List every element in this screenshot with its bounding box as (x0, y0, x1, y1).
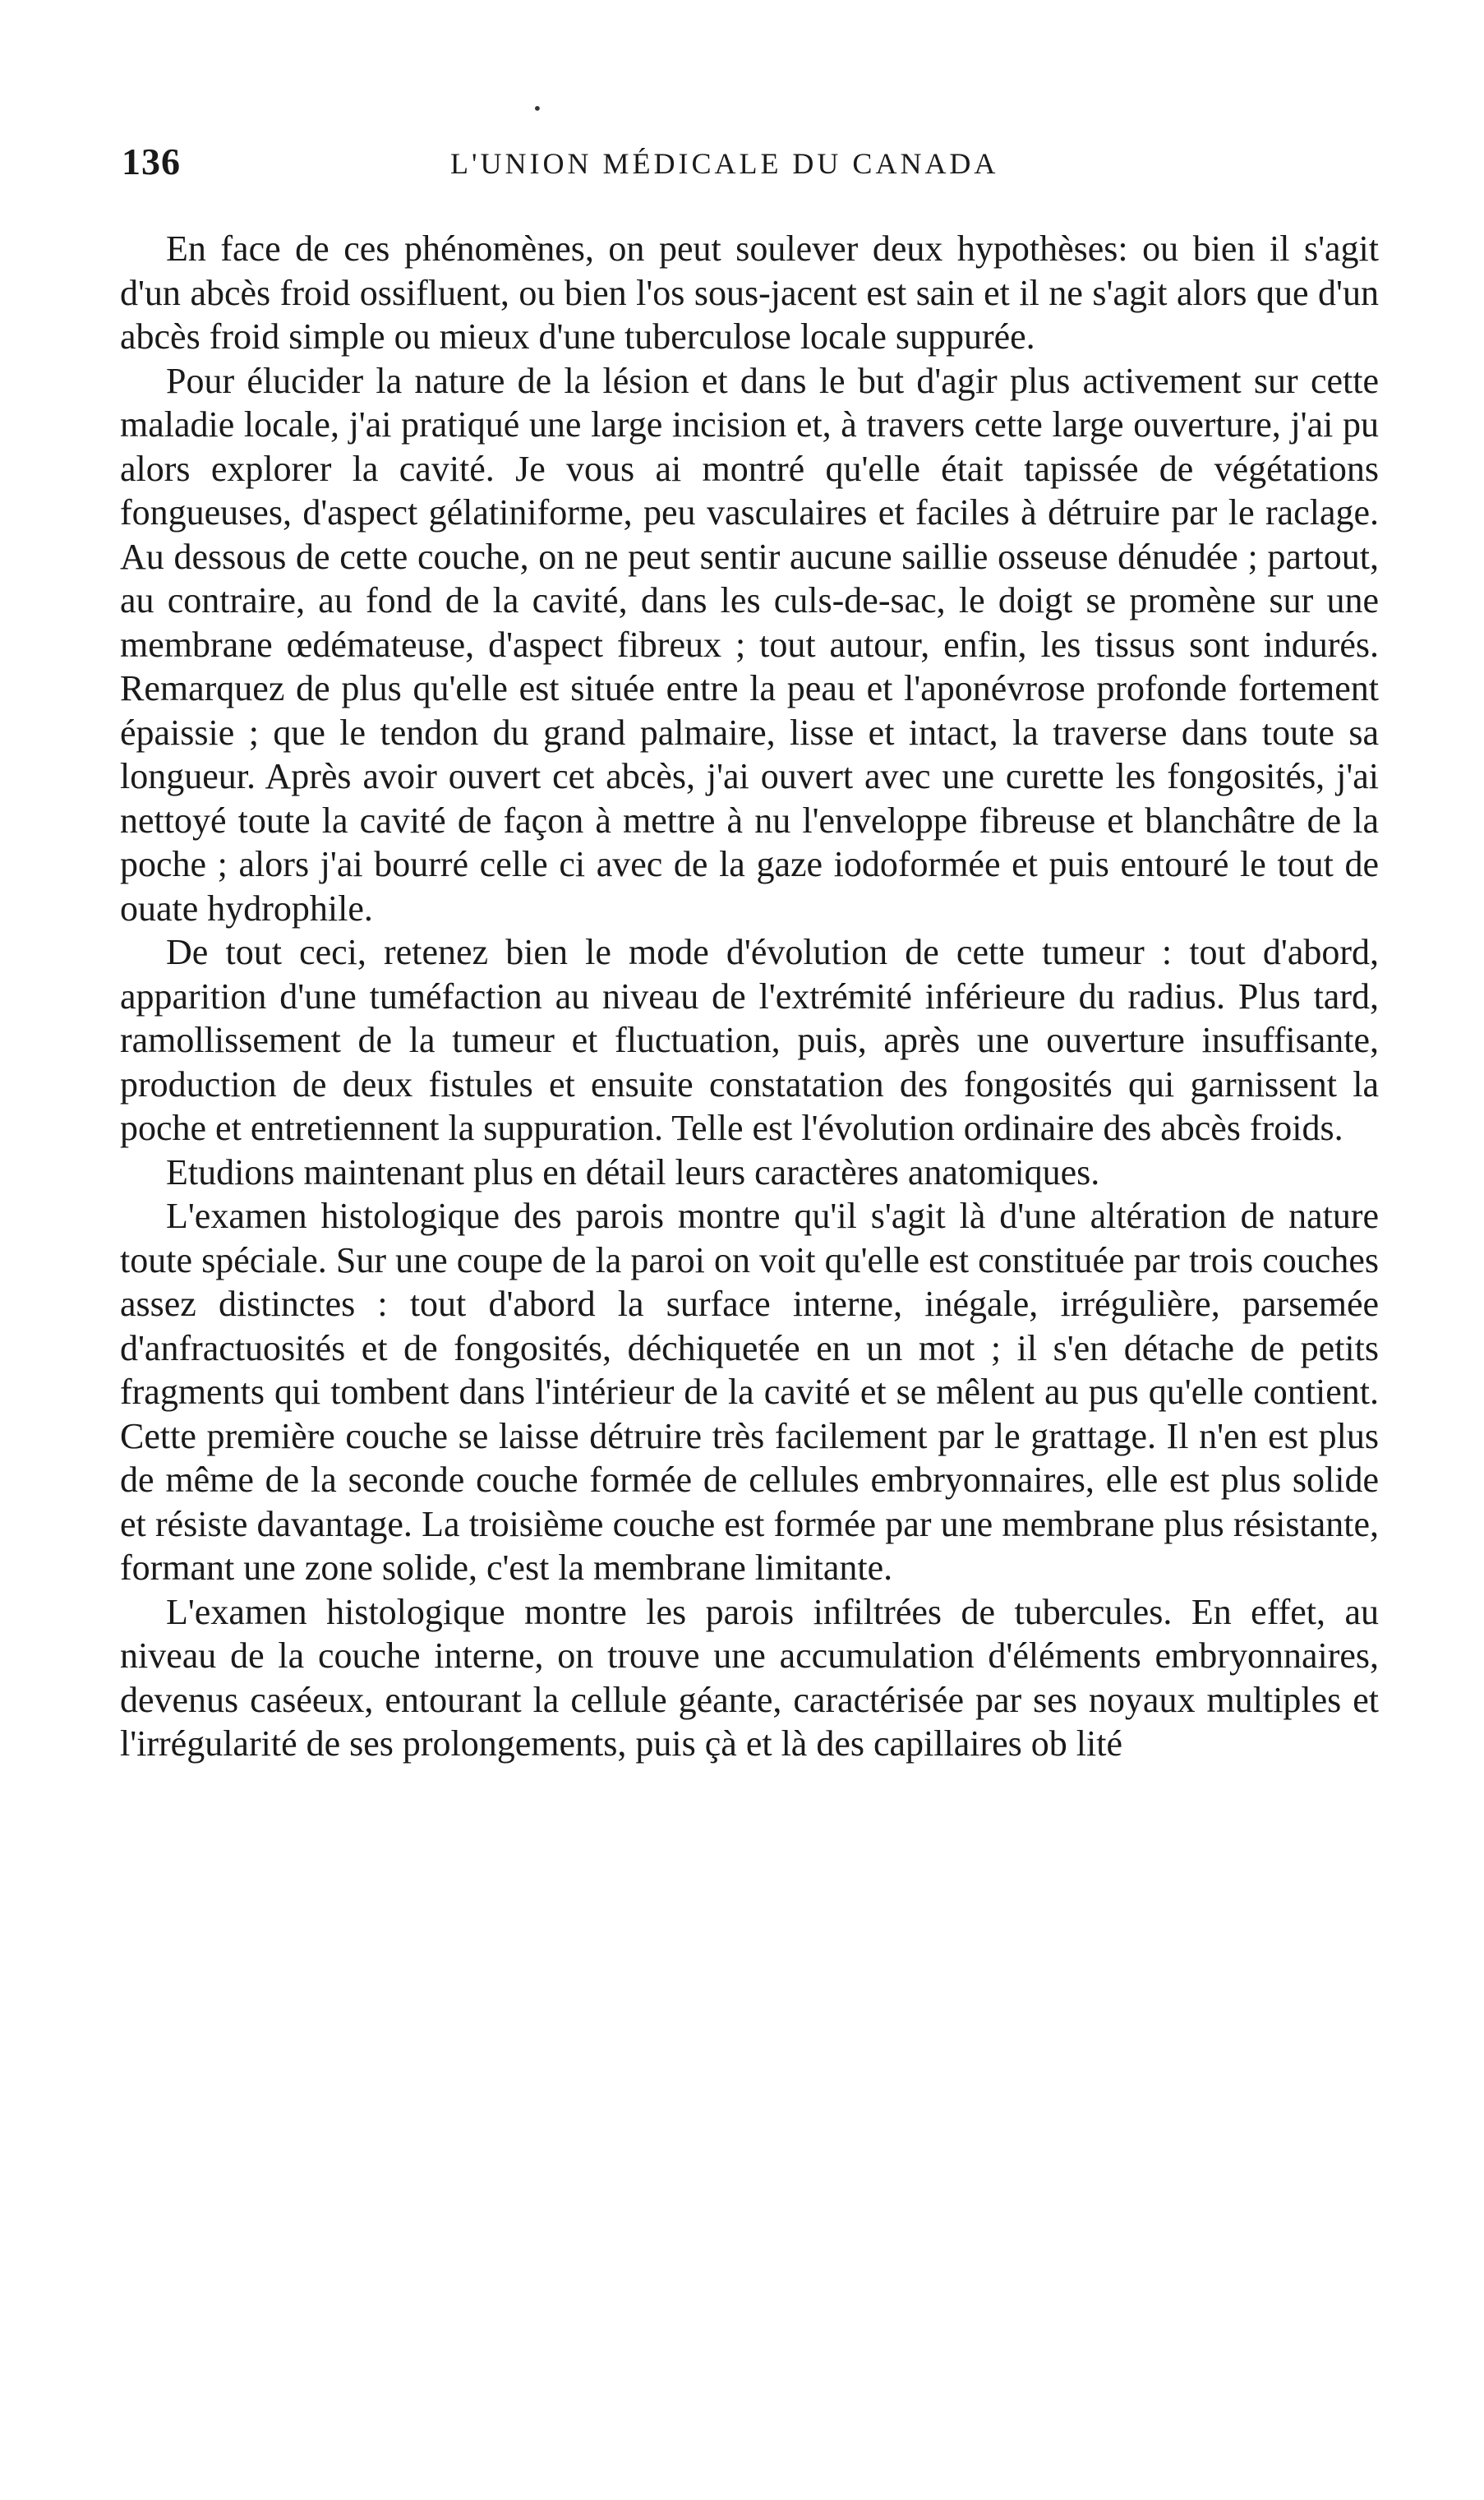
paragraph: L'examen histologique montre les parois infiltrées de tubercules. En effet, au niveau de la couche interne, on trouve une accumulation d'éléments embryonnaires, devenus caséeux, entourant la cellule géante, caractérisée par ses noyaux multiples et l'irrégularité de ses prolongements, puis çà et là des capillaires ob lité (120, 1591, 1379, 1764)
running-head: L'UNION MÉDICALE DU CANADA (450, 147, 999, 180)
paragraph: Etudions maintenant plus en détail leurs caractères anatomiques. (166, 1151, 1100, 1192)
paragraph: En face de ces phénomènes, on peut soulever deux hypothèses: ou bien il s'agit d'un abcès froid ossifluent, ou bien l'os sous-jacent est sain et il ne s'agit alors que d'un abcès froid simple ou mieux d'une tuberculose locale suppurée. (120, 228, 1379, 357)
page-number: 136 (122, 141, 181, 182)
print-speck: • (532, 99, 542, 118)
body-text (120, 227, 1379, 1766)
paragraph: De tout ceci, retenez bien le mode d'évolution de cette tumeur : tout d'abord, apparition d'une tuméfaction au niveau de l'extrémité inférieure du radius. Plus tard, ramollissement de la tumeur et fluctuation, puis, après une ouverture insuffisante, production de deux fistules et ensuite constatation des fongosités qui garnissent la poche et entretiennent la suppuration. Telle est l'évolution ordinaire des abcès froids. (120, 932, 1379, 1148)
page-header (122, 140, 1379, 205)
paragraph: L'examen histologique des parois montre qu'il s'agit là d'une altération de nature toute spéciale. Sur une coupe de la paroi on voit qu'elle est constituée par trois couches assez distinctes : tout d'abord la surface interne, inégale, irrégulière, parsemée d'anfractuosités et de fongosités, déchiquetée en un mot ; il s'en détache de petits fragments qui tombent dans l'intérieur de la cavité et se mêlent au pus qu'elle contient. Cette première couche se laisse détruire très facilement par le grattage. Il n'en est plus de même de la seconde couche formée de cellules embryonnaires, elle est plus solide et résiste davantage. La troisième couche est formée par une membrane plus résistante, formant une zone solide, c'est la membrane limitante. (120, 1196, 1379, 1588)
paragraph: Pour élucider la nature de la lésion et dans le but d'agir plus activement sur cette maladie locale, j'ai pratiqué une large incision et, à travers cette large ouverture, j'ai pu alors explorer la cavité. Je vous ai montré qu'elle était tapissée de végétations fongueuses, d'aspect gélatiniforme, peu vasculaires et faciles à détruire par le raclage. Au dessous de cette couche, on ne peut sentir aucune saillie osseuse dénudée ; partout, au contraire, au fond de la cavité, dans les culs-de-sac, le doigt se promène sur une membrane œdémateuse, d'aspect fibreux ; tout autour, enfin, les tissus sont indurés. Remarquez de plus qu'elle est située entre la peau et l'aponévrose profonde fortement épaissie ; que le tendon du grand palmaire, lisse et intact, la traverse dans toute sa longueur. Après avoir ouvert cet abcès, j'ai ouvert avec une curette les fongosités, j'ai nettoyé toute la cavité de façon à mettre à nu l'enveloppe fibreuse et blanchâtre de la poche ; alors j'ai bourré celle ci avec de la gaze iodoformée et puis entouré le tout de ouate hydrophile. (120, 360, 1379, 929)
